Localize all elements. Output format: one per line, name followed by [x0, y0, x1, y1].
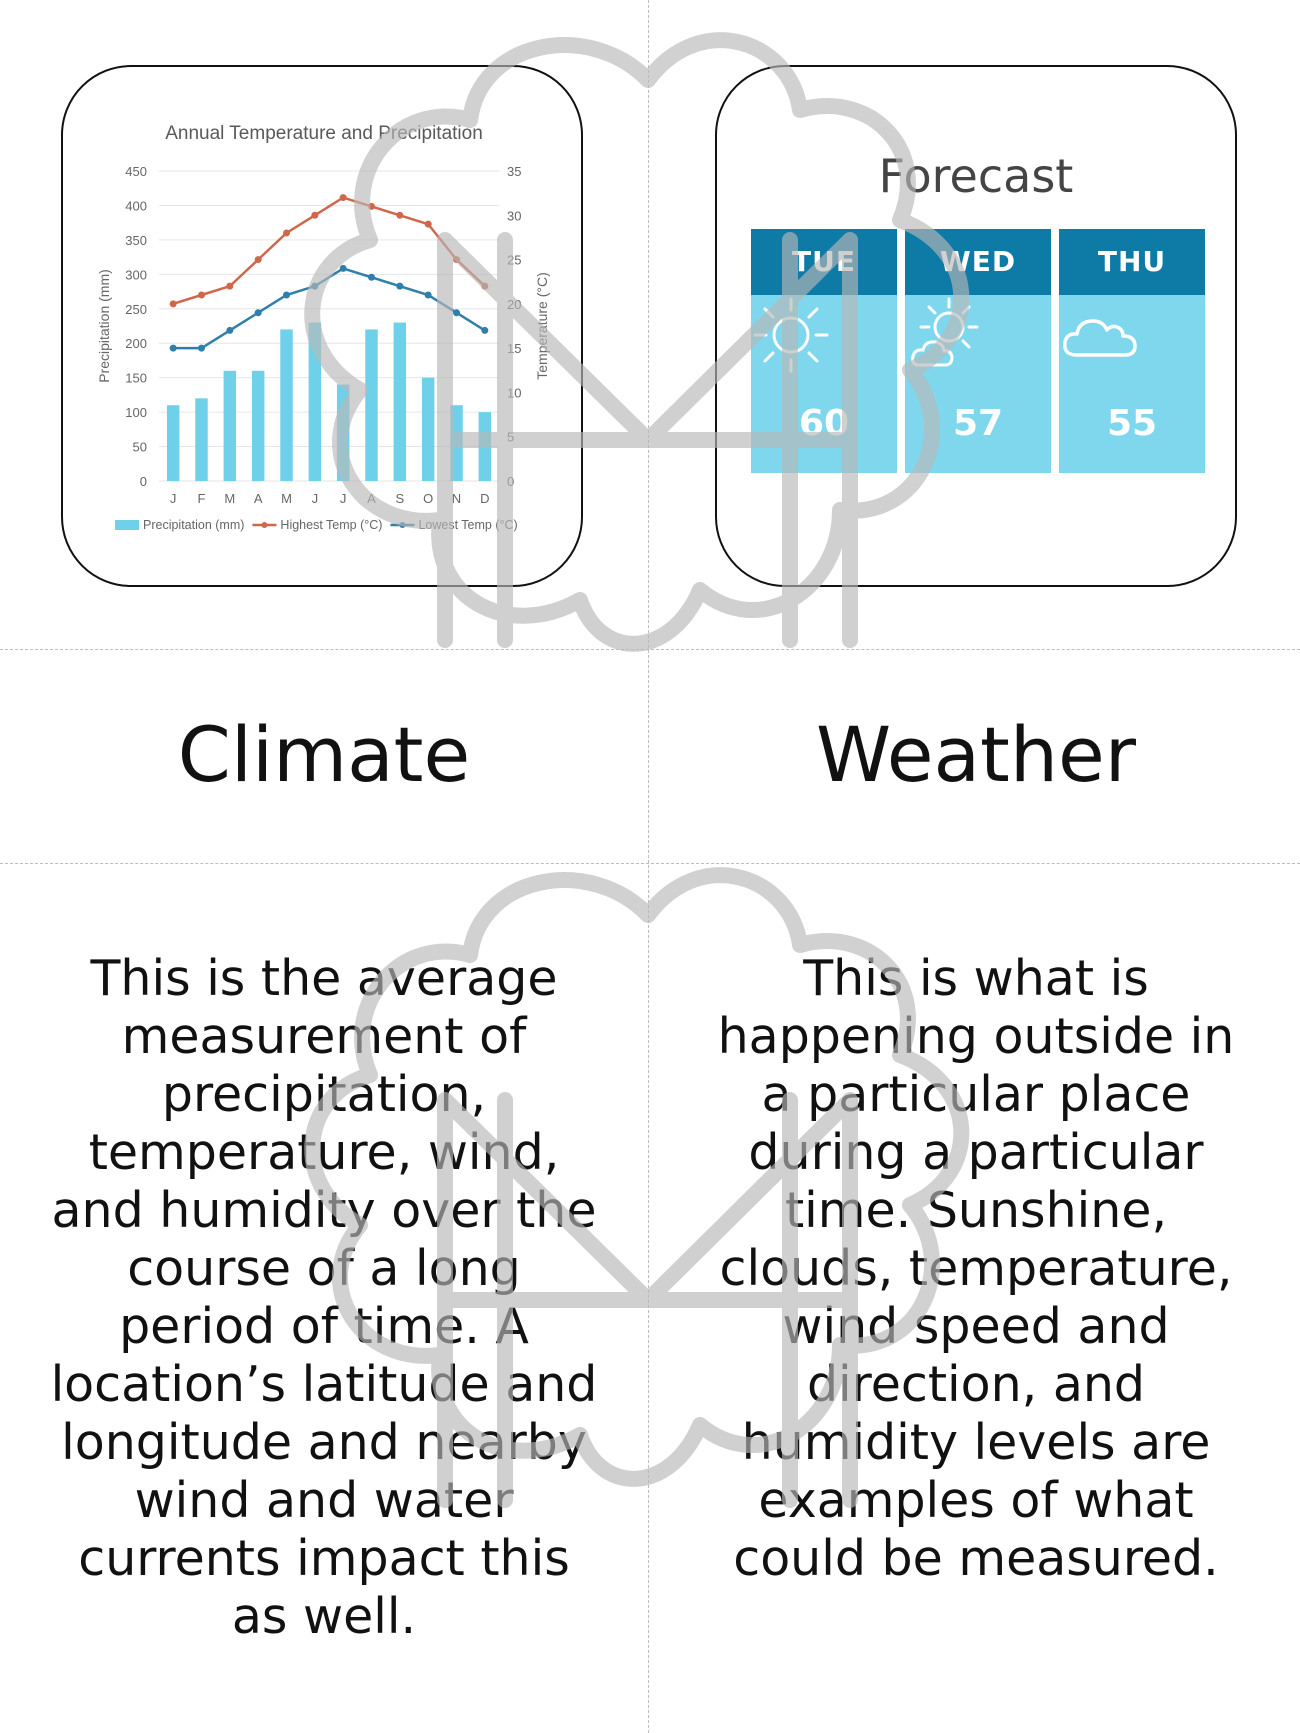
- forecast-day-label: TUE: [751, 229, 897, 295]
- climate-chart-card: [61, 65, 583, 587]
- forecast-title: Forecast: [878, 149, 1074, 203]
- highest-temp-point: [255, 256, 262, 263]
- weather-definition: This is what is happening outside in a particular place during a particular time. Sunshine, clouds, temperature, wind speed and direction, and humidity levels are examples of what could be measured.: [717, 950, 1235, 1587]
- highest-temp-point: [368, 203, 375, 210]
- horizontal-cut-line-top: [0, 649, 1300, 650]
- climate-term: Climate: [177, 710, 471, 799]
- lowest-temp-point: [170, 345, 177, 352]
- highest-temp-point: [425, 221, 432, 228]
- lowest-temp-point: [226, 327, 233, 334]
- weather-forecast-card: [715, 65, 1237, 587]
- highest-temp-line: [173, 198, 485, 304]
- precipitation-bar: [479, 412, 491, 481]
- forecast-day-thu: [1059, 229, 1205, 473]
- legend-entry: Highest Temp (°C): [280, 518, 383, 532]
- precipitation-bar: [252, 371, 264, 481]
- forecast-temperature: 57: [952, 403, 1004, 444]
- forecast-temperature: 55: [1106, 403, 1158, 444]
- precipitation-bar: [309, 323, 321, 481]
- forecast-day-label: WED: [905, 229, 1051, 295]
- forecast-temperature: 60: [798, 403, 850, 444]
- climate-chart: [63, 67, 585, 589]
- forecast-day-wed: [905, 229, 1051, 473]
- precipitation-bar: [280, 329, 292, 481]
- partly-cloudy-icon: [905, 295, 985, 375]
- forecast-day-tue: [751, 229, 897, 473]
- y-axis-label: Precipitation (mm): [96, 269, 112, 383]
- y2-tick-label: 35: [507, 164, 522, 179]
- x-tick-label: J: [169, 491, 177, 506]
- highest-temp-point: [396, 212, 403, 219]
- x-tick-label: J: [311, 491, 319, 506]
- y-tick-label: 350: [125, 232, 147, 248]
- y2-tick-label: 10: [507, 385, 522, 401]
- y2-tick-label: 0: [507, 474, 515, 489]
- lowest-temp-point: [340, 265, 347, 272]
- y-tick-label: 450: [125, 164, 147, 179]
- x-tick-label: M: [281, 491, 292, 506]
- x-tick-label: S: [395, 491, 405, 506]
- precipitation-bar: [195, 398, 207, 481]
- precipitation-bar: [337, 385, 349, 481]
- y2-tick-label: 15: [507, 341, 522, 357]
- x-tick-label: A: [253, 491, 263, 506]
- lowest-temp-point: [481, 327, 488, 334]
- precipitation-bar: [394, 323, 406, 481]
- y2-tick-label: 5: [507, 429, 515, 445]
- lowest-temp-point: [198, 345, 205, 352]
- sun-icon: [751, 295, 831, 375]
- y-tick-label: 400: [125, 198, 147, 214]
- highest-temp-point: [170, 300, 177, 307]
- x-tick-label: N: [451, 491, 462, 506]
- highest-temp-point: [311, 212, 318, 219]
- precipitation-bar: [450, 405, 462, 481]
- vertical-cut-line: [648, 0, 649, 1733]
- y-tick-label: 150: [125, 370, 147, 386]
- y-tick-label: 100: [125, 405, 147, 421]
- legend-swatch-precipitation: [115, 520, 139, 530]
- forecast-day-label: THU: [1059, 229, 1205, 295]
- lowest-temp-point: [453, 309, 460, 316]
- forecast-day-body: [751, 295, 897, 473]
- highest-temp-point: [340, 194, 347, 201]
- x-tick-label: M: [224, 491, 236, 506]
- highest-temp-point: [481, 283, 488, 290]
- lowest-temp-point: [283, 292, 290, 299]
- y-tick-label: 200: [125, 336, 147, 352]
- x-tick-label: A: [367, 491, 376, 506]
- precipitation-bar: [167, 405, 179, 481]
- y-tick-label: 50: [132, 439, 147, 455]
- legend-entry: Precipitation (mm): [143, 518, 245, 532]
- horizontal-cut-line-bottom: [0, 863, 1300, 864]
- precipitation-bar: [224, 371, 236, 481]
- y-tick-label: 300: [125, 267, 147, 283]
- chart-title: Annual Temperature and Precipitation: [165, 123, 483, 144]
- lowest-temp-point: [255, 309, 262, 316]
- weather-term: Weather: [816, 710, 1136, 799]
- cloud-icon: [1059, 295, 1139, 375]
- precipitation-bar: [422, 378, 434, 481]
- lowest-temp-point: [311, 283, 318, 290]
- x-tick-label: F: [197, 491, 206, 506]
- precipitation-bar: [365, 329, 377, 481]
- y-tick-label: 250: [125, 301, 147, 317]
- x-tick-label: O: [423, 491, 434, 506]
- climate-definition: This is the average measurement of precipitation, temperature, wind, and humidity over the course of a long period of time. A location’s latitude and longitude and nearby wind and water currents impact this as well.: [50, 950, 598, 1645]
- highest-temp-point: [283, 230, 290, 237]
- forecast-day-body: [1059, 295, 1205, 473]
- y2-axis-label: Temperature (°C): [534, 272, 550, 380]
- forecast-day-body: [905, 295, 1051, 473]
- lowest-temp-point: [425, 292, 432, 299]
- highest-temp-point: [226, 283, 233, 290]
- legend-swatch-point: [261, 522, 267, 528]
- x-tick-label: D: [480, 491, 490, 506]
- lowest-temp-point: [368, 274, 375, 281]
- legend-entry: Lowest Temp (°C): [418, 518, 518, 532]
- y2-tick-label: 25: [507, 252, 522, 268]
- x-tick-label: J: [339, 491, 347, 506]
- y2-tick-label: 20: [507, 296, 522, 312]
- y-tick-label: 0: [139, 474, 147, 489]
- highest-temp-point: [198, 292, 205, 299]
- y2-tick-label: 30: [507, 208, 522, 224]
- lowest-temp-point: [396, 283, 403, 290]
- legend-swatch-point: [399, 522, 405, 528]
- highest-temp-point: [453, 256, 460, 263]
